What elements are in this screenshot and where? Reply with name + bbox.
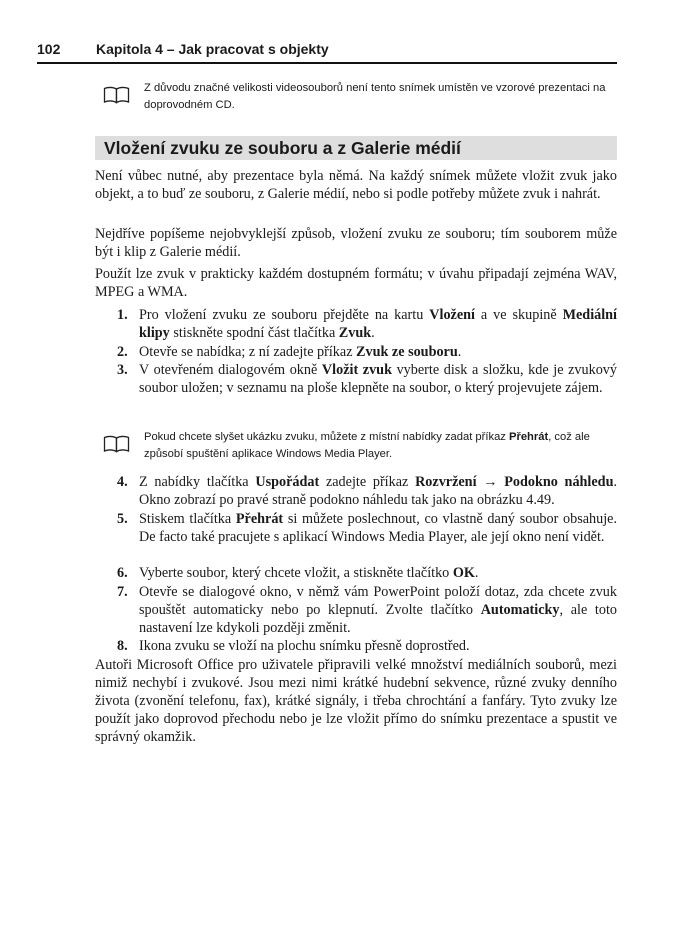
bold-term: Uspořádat xyxy=(255,474,320,490)
list-text xyxy=(139,343,617,361)
running-header xyxy=(37,40,617,64)
text-run: . xyxy=(474,565,479,581)
note-bold-term: Přehrát xyxy=(509,431,549,443)
list-number: 5. xyxy=(117,511,128,527)
book-icon xyxy=(103,435,130,453)
book-icon xyxy=(103,86,130,104)
text-run: Ikona zvuku se vloží na plochu snímku přesně doprostřed. xyxy=(139,638,470,654)
list-text xyxy=(139,564,617,582)
list-number: 2. xyxy=(117,344,128,360)
text-run: V otevřeném dialogovém okně xyxy=(139,362,322,378)
text-run: Otevře se nabídka; z ní zadejte příkaz xyxy=(139,344,357,360)
list-text xyxy=(139,473,617,509)
text-run: , ale toto nastavení lze kdykoli později změnit. xyxy=(139,602,617,636)
text-run: Pro vložení zvuku ze souboru přejděte na kartu xyxy=(139,307,430,323)
section-heading-bar xyxy=(95,136,617,160)
bold-term: Vložit zvuk xyxy=(321,362,392,378)
bold-term: Zvuk xyxy=(338,325,372,341)
text-run: → xyxy=(476,474,505,490)
note-text-2: Pokud chcete slyšet ukázku zvuku, můžete z místní nabídky zadat příkaz Přehrát, což ale způsobí spuštění aplikace Windows Media Player. xyxy=(144,431,590,460)
list-text xyxy=(139,306,617,342)
note-box-2 xyxy=(103,429,623,465)
bold-term: Podokno náhledu xyxy=(504,474,614,490)
list-text xyxy=(139,583,617,637)
text-run: Vyberte soubor, který chcete vložit, a stiskněte tlačítko xyxy=(139,565,453,581)
list-text xyxy=(139,361,617,397)
text-run: zadejte příkaz xyxy=(319,474,416,490)
text-run: . Okno zobrazí po pravé straně podokno náhledu tak jako na obrázku 4.49. xyxy=(139,474,618,508)
text-run: vyberte disk a složku, kde je zvukový soubor uložen; v seznamu na ploše klepněte na soubor, o který projevujete zájem. xyxy=(139,362,617,396)
text-run: Stiskem tlačítka xyxy=(139,511,236,527)
list-number: 1. xyxy=(117,307,128,323)
note-text-1: Z důvodu značné velikosti videosouborů není tento snímek umístěn ve vzorové prezentaci na doprovodném CD. xyxy=(144,82,606,111)
text-run: . xyxy=(371,325,375,341)
text-run: stiskněte spodní část tlačítka xyxy=(169,325,339,341)
text-run: Z nabídky tlačítka xyxy=(139,474,256,490)
section-title: Vložení zvuku ze souboru a z Galerie médií xyxy=(104,138,461,158)
list-number: 4. xyxy=(117,474,128,490)
bold-term: Rozvržení xyxy=(415,474,477,490)
paragraph-3: Použít lze zvuk v prakticky každém dostupném formátu; v úvahu připadají zejména WAV, MPEG a WMA. xyxy=(95,266,617,300)
list-number: 6. xyxy=(117,565,128,581)
bold-term: Automaticky xyxy=(480,602,560,618)
bold-term: OK xyxy=(452,565,475,581)
list-number: 7. xyxy=(117,584,128,600)
list-number: 8. xyxy=(117,638,128,654)
paragraph-1: Není vůbec nutné, aby prezentace byla němá. Na každý snímek můžete vložit zvuk jako objekt, a to buď ze souboru, z Galerie médií, nebo si podle potřeby můžete zvuk i nahrát. xyxy=(95,168,617,202)
bold-term: Přehrát xyxy=(235,511,284,527)
bold-term: Zvuk ze souboru xyxy=(356,344,458,360)
paragraph-2: Nejdříve popíšeme nejobvyklejší způsob, vložení zvuku ze souboru; tím souborem může být i klip z Galerie médií. xyxy=(95,226,617,260)
list-text xyxy=(139,510,617,546)
chapter-title: Kapitola 4 – Jak pracovat s objekty xyxy=(96,41,329,57)
page-number: 102 xyxy=(37,41,61,57)
paragraph-4: Autoři Microsoft Office pro uživatele připravili velké množství mediálních souborů, mezi nimiž nechybí i zvukové. Jsou mezi nimi krátké hudební sekvence, různé zvuky denního života (zvonění telefonu, fax), krátké signály, i třeba chrochtání a fanfáry. Tyto zvuky lze použít jako doprovod přechodu nebo je lze vložit přímo do snímku prezentace a spustit ve správný okamžik. xyxy=(95,657,617,745)
text-run: . xyxy=(457,344,462,360)
list-number: 3. xyxy=(117,362,128,378)
text-run: a ve skupině xyxy=(474,307,563,323)
text-run: Otevře se dialogové okno, v němž vám PowerPoint položí dotaz, zda chcete zvuk spouštět automaticky nebo po klepnutí. Zvolte tlačítko xyxy=(139,584,617,618)
text-run: si můžete poslechnout, co vlastně daný soubor obsahuje. De facto také pracujete s aplikací Windows Media Player, ale její okno není vidět. xyxy=(139,511,617,545)
bold-term: Mediální klipy xyxy=(139,307,617,341)
bold-term: Vložení xyxy=(429,307,475,323)
list-text xyxy=(139,637,617,655)
note-box-1 xyxy=(103,80,623,116)
